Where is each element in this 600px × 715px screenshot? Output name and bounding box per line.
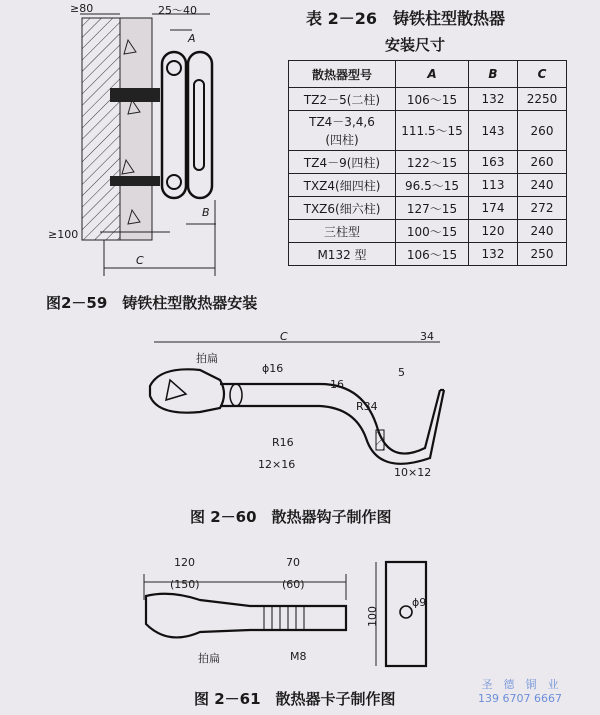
dim-a: A <box>188 32 196 45</box>
dim-150: (150) <box>170 578 200 591</box>
wall-section <box>82 18 120 240</box>
radiator-install-diagram <box>40 0 280 300</box>
dim-top-left: ≥80 <box>70 2 94 15</box>
table-subtitle: 安装尺寸 <box>385 36 446 54</box>
label-10x12: 10×12 <box>394 466 432 479</box>
table-row: TXZ6(细六柱) 127～15 174 272 <box>289 197 567 220</box>
dim-b: B <box>202 206 210 219</box>
dim-top-right: 25～40 <box>158 4 197 17</box>
label-m8: M8 <box>290 650 307 663</box>
label-12x16: 12×16 <box>258 458 296 471</box>
table-row: M132 型 106～15 132 250 <box>289 243 567 266</box>
figure-2-59-caption: 图2－59 铸铁柱型散热器安装 <box>46 294 258 312</box>
dim-c: C <box>136 254 144 267</box>
table-row: TZ4－9(四柱) 122～15 163 260 <box>289 151 567 174</box>
figure-2-59 <box>40 0 280 300</box>
lower-hook <box>110 176 160 186</box>
dim-120: 120 <box>174 556 195 569</box>
header-model: 散热器型号 <box>289 61 396 88</box>
watermark-line1: 圣 德 铜 业 <box>481 678 559 691</box>
label-flat-clamp: 拍扁 <box>198 652 220 665</box>
clamp-plate <box>386 562 426 666</box>
radiator-column-2 <box>188 52 212 198</box>
figure-2-60-caption: 图 2－60 散热器钩子制作图 <box>190 508 392 526</box>
figure-2-60 <box>140 330 460 480</box>
figure-2-61-caption: 图 2－61 散热器卡子制作图 <box>194 690 396 708</box>
upper-hook <box>110 88 160 102</box>
spec-table <box>288 60 567 266</box>
radiator-column <box>162 52 186 198</box>
label-5: 5 <box>398 366 405 379</box>
header-c: C <box>518 61 567 88</box>
label-r34: R34 <box>356 400 378 413</box>
dim-60: (60) <box>282 578 305 591</box>
dim-bottom-left: ≥100 <box>48 228 79 241</box>
table-title: 表 2－26 铸铁柱型散热器 <box>306 9 505 28</box>
dim-100: 100 <box>366 606 379 627</box>
dim-34: 34 <box>420 330 434 343</box>
table-row: TZ2－5(二柱) 106～15 132 2250 <box>289 88 567 111</box>
dim-c-hook: C <box>280 330 288 343</box>
table-row: 三柱型 100～15 120 240 <box>289 220 567 243</box>
dim-70: 70 <box>286 556 300 569</box>
label-r16: R16 <box>272 436 294 449</box>
table-row: TZ4－3,4,6 (四柱) 111.5～15 143 260 <box>289 111 567 151</box>
table-row: TXZ4(细四柱) 96.5～15 113 240 <box>289 174 567 197</box>
clamp-rod <box>146 594 346 638</box>
label-phi16: ϕ16 <box>262 362 284 375</box>
watermark <box>478 678 562 706</box>
label-16: 16 <box>330 378 344 391</box>
watermark-line2: 139 6707 6667 <box>478 692 562 705</box>
label-flat: 拍扁 <box>196 352 218 365</box>
label-phi9: ϕ9 <box>412 596 427 609</box>
header-a: A <box>396 61 469 88</box>
table-header-row <box>289 61 567 88</box>
flattened-end <box>150 369 224 412</box>
hook-diagram <box>140 330 460 480</box>
header-b: B <box>469 61 518 88</box>
